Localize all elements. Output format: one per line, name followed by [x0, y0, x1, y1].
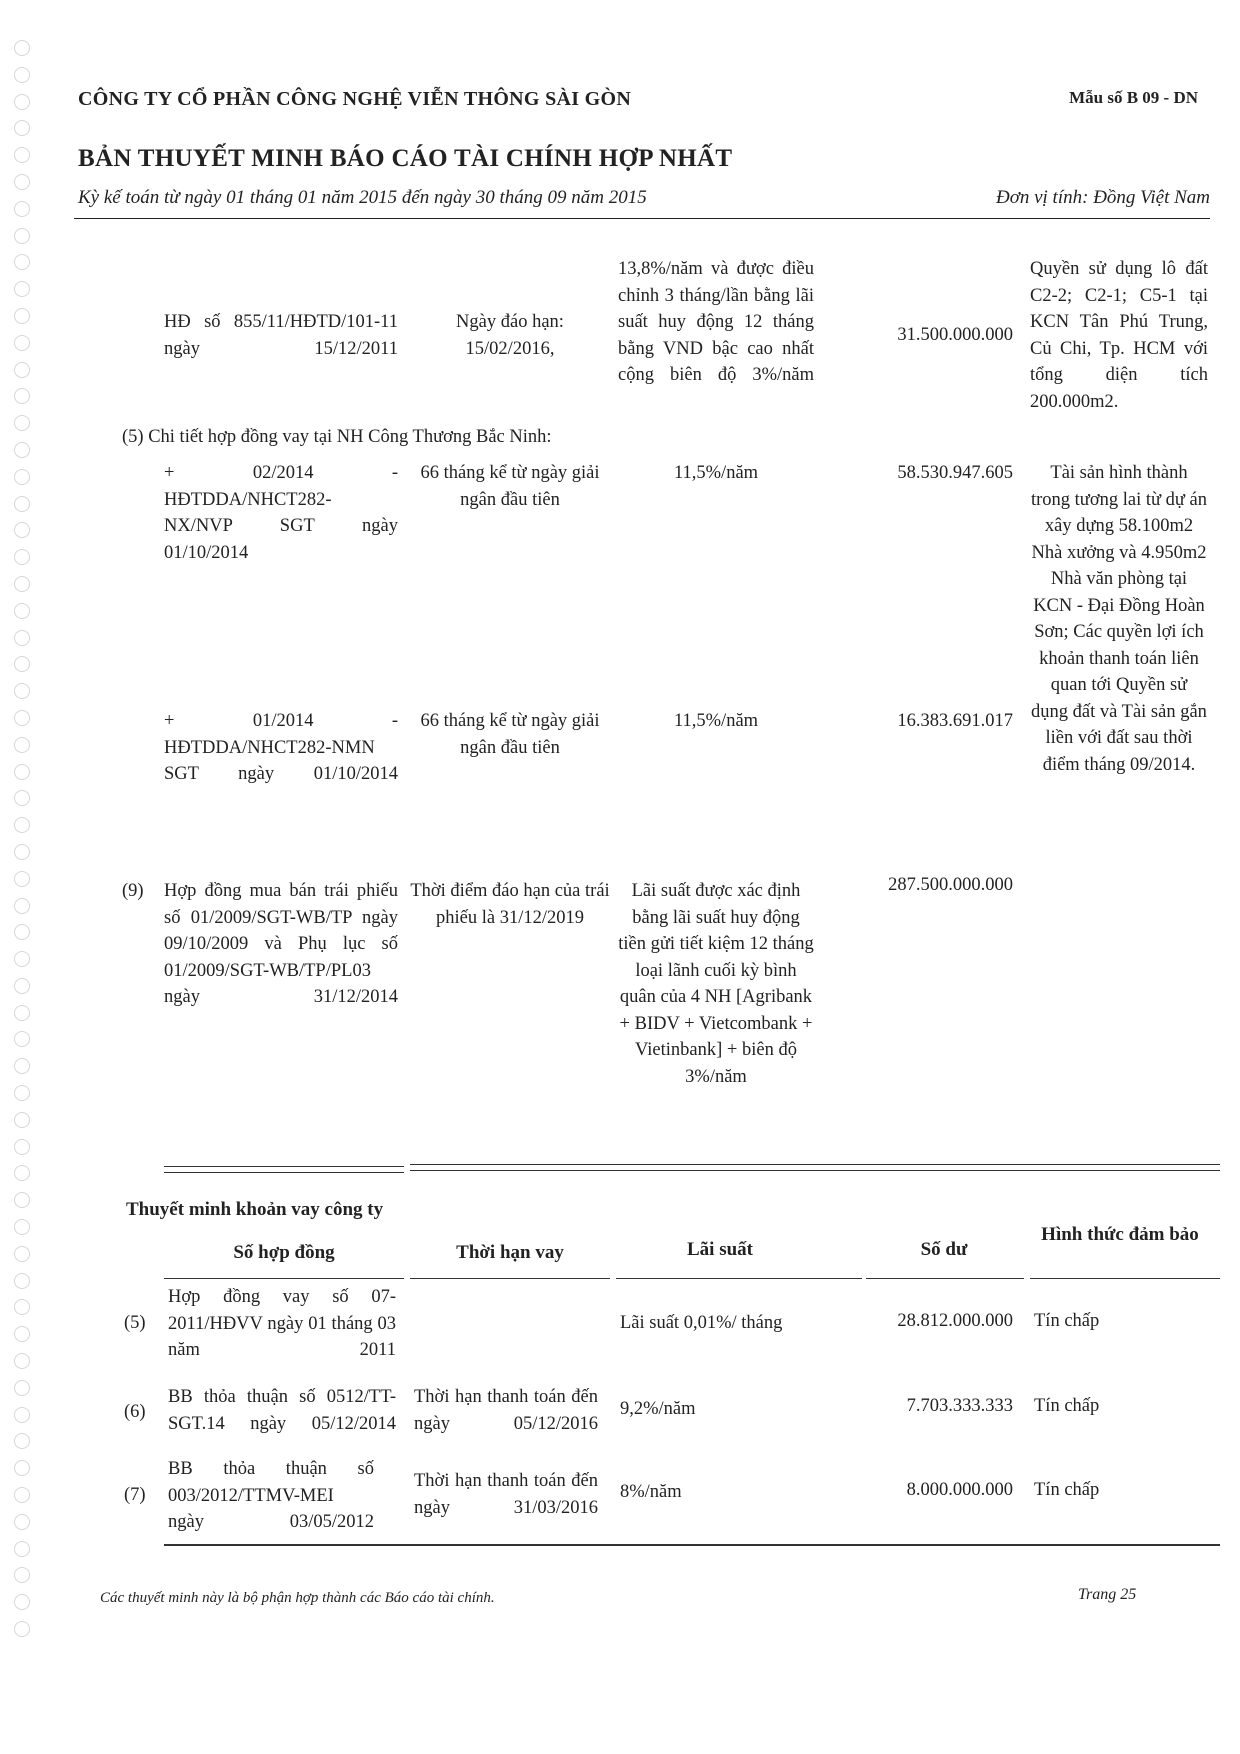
rate-cell: 11,5%/năm — [673, 711, 759, 731]
amount-cell: 287.500.000.000 — [888, 875, 1013, 895]
row-index: (5) — [124, 1313, 146, 1333]
contract-cell: + 02/2014 - HĐTDDA/NHCT282-NX/NVP SGT ngày 01/10/2014 — [164, 463, 398, 563]
column-header: Thời hạn vay — [456, 1242, 564, 1263]
binding-holes — [14, 40, 36, 1720]
rate-cell: 13,8%/năm và được điều chỉnh 3 tháng/lần bằng lãi suất huy động 12 tháng bằng VND bậc cao nhất cộng biên độ 3%/năm — [618, 259, 814, 385]
collateral-cell: Tín chấp — [1034, 1480, 1100, 1500]
header-rule — [410, 1278, 610, 1279]
contract-cell: + 01/2014 - HĐTDDA/NHCT282-NMN SGT ngày 01/10/2014 — [164, 711, 398, 784]
column-header: Hình thức đảm bảo — [1041, 1224, 1199, 1245]
term-cell: Thời hạn thanh toán đến ngày 31/03/2016 — [414, 1471, 598, 1518]
row-index: (6) — [124, 1402, 146, 1422]
collateral-cell: Tín chấp — [1034, 1396, 1100, 1416]
contract-cell: HĐ số 855/11/HĐTD/101-11 ngày 15/12/2011 — [164, 312, 398, 359]
table-bottom-rule — [164, 1544, 1220, 1546]
balance-cell: 8.000.000.000 — [906, 1480, 1013, 1500]
collateral-cell: Quyền sử dụng lô đất C2-2; C2-1; C5-1 tại KCN Tân Phú Trung, Củ Chi, Tp. HCM với tổng diện tích 200.000m2. — [1030, 259, 1208, 412]
term-cell: 66 tháng kể từ ngày giải ngân đầu tiên — [420, 463, 600, 510]
amount-cell: 58.530.947.605 — [897, 463, 1013, 483]
header-rule — [1030, 1278, 1220, 1279]
table-divider — [164, 1166, 404, 1173]
rate-cell: 8%/năm — [620, 1482, 682, 1502]
rate-cell: 9,2%/năm — [620, 1399, 696, 1419]
column-header: Số hợp đồng — [233, 1242, 335, 1263]
rate-cell: Lãi suất được xác định bằng lãi suất huy động tiền gửi tiết kiệm 12 tháng loại lãnh cuối kỳ bình quân của 4 NH [Agribank + BIDV + Vietcombank + Vietinbank] + biên độ 3%/năm — [618, 881, 814, 1087]
contract-cell: BB thỏa thuận số 003/2012/TTMV-MEI ngày 03/05/2012 — [168, 1459, 374, 1532]
currency-unit: Đơn vị tính: Đồng Việt Nam — [995, 187, 1210, 208]
term-cell: Ngày đáo hạn: 15/02/2016, — [456, 312, 564, 359]
company-name: CÔNG TY CỔ PHẦN CÔNG NGHỆ VIỄN THÔNG SÀI GÒN — [78, 88, 632, 110]
term-cell: Thời hạn thanh toán đến ngày 05/12/2016 — [414, 1387, 598, 1434]
column-header: Số dư — [920, 1239, 968, 1260]
column-header: Lãi suất — [687, 1239, 753, 1260]
contract-cell: Hợp đồng vay số 07-2011/HĐVV ngày 01 tháng 03 năm 2011 — [168, 1287, 396, 1360]
term-cell: Thời điểm đáo hạn của trái phiếu là 31/12/2019 — [410, 881, 610, 928]
balance-cell: 28.812.000.000 — [897, 1311, 1013, 1331]
page-number: Trang 25 — [1078, 1586, 1137, 1603]
collateral-cell: Tài sản hình thành trong tương lai từ dự án xây dựng 58.100m2 Nhà xưởng và 4.950m2 Nhà văn phòng tại KCN - Đại Đồng Hoàn Sơn; Các quyền lợi ích khoản thanh toán liên quan tới Quyền sử dụng đất và Tài sản gắn liền với đất sau thời điểm tháng 09/2014. — [1030, 463, 1208, 775]
amount-cell: 16.383.691.017 — [897, 711, 1013, 731]
form-number: Mẫu số B 09 - DN — [1069, 88, 1198, 107]
reporting-period: Kỳ kế toán từ ngày 01 tháng 01 năm 2015 đến ngày 30 tháng 09 năm 2015 — [78, 187, 647, 208]
collateral-cell: Tín chấp — [1034, 1311, 1100, 1331]
term-cell: 66 tháng kể từ ngày giải ngân đầu tiên — [420, 711, 600, 758]
section-title: (5) Chi tiết hợp đồng vay tại NH Công Thương Bắc Ninh: — [122, 427, 552, 447]
table-divider — [410, 1164, 1220, 1171]
header-rule — [164, 1278, 404, 1279]
section-title: Thuyết minh khoản vay công ty — [126, 1199, 384, 1220]
header-rule — [616, 1278, 862, 1279]
contract-cell: Hợp đồng mua bán trái phiếu số 01/2009/SGT-WB/TP ngày 09/10/2009 và Phụ lục số 01/2009/SGT-WB/TP/PL03 ngày 31/12/2014 — [164, 881, 398, 1007]
rate-cell: Lãi suất 0,01%/ tháng — [620, 1313, 783, 1333]
row-index: (9) — [122, 881, 144, 901]
contract-cell: BB thỏa thuận số 0512/TT-SGT.14 ngày 05/12/2014 — [168, 1387, 396, 1434]
document-title: BẢN THUYẾT MINH BÁO CÁO TÀI CHÍNH HỢP NHẤT — [78, 145, 733, 172]
header-rule — [866, 1278, 1024, 1279]
header-divider — [74, 218, 1210, 219]
amount-cell: 31.500.000.000 — [897, 325, 1013, 345]
footer-note: Các thuyết minh này là bộ phận hợp thành các Báo cáo tài chính. — [100, 1590, 495, 1606]
rate-cell: 11,5%/năm — [673, 463, 759, 483]
row-index: (7) — [124, 1485, 146, 1505]
balance-cell: 7.703.333.333 — [906, 1396, 1013, 1416]
